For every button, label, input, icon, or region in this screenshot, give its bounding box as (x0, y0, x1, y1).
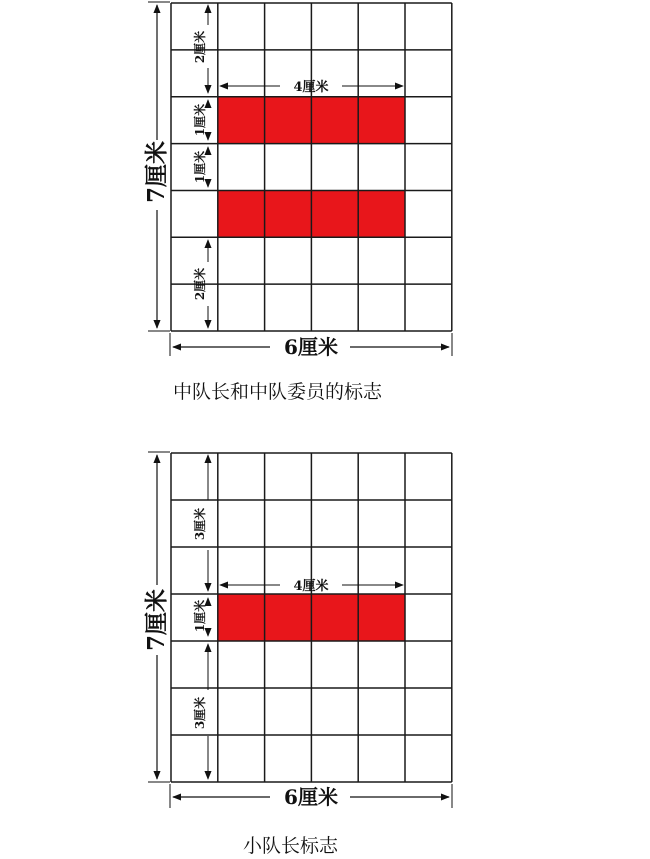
figure1-stripe-width-dimension (220, 79, 403, 95)
figure1-height-dimension (143, 2, 170, 331)
figure1-stripe-width-label: 4厘米 (293, 80, 329, 95)
figure1 (143, 2, 452, 359)
figure2-top-gap-label: 3厘米 (193, 507, 207, 541)
figure2-stripe-height-label: 1厘米 (193, 599, 207, 633)
figure2-width-dimension (170, 784, 452, 809)
figure2-bottom-gap-label: 3厘米 (193, 696, 207, 730)
figure1-width-dimension (170, 333, 452, 359)
figure2-height-label: 7厘米 (143, 588, 170, 652)
figure1-grid (171, 3, 452, 331)
figure1-bottom-gap-label: 2厘米 (193, 267, 207, 301)
figure1-top-gap-label: 2厘米 (193, 30, 207, 64)
figure2-width-label: 6厘米 (284, 785, 338, 809)
figure1-height-label: 7厘米 (143, 140, 170, 204)
figure1-stripe-height-label: 1厘米 (193, 103, 207, 137)
figure2-stripe-width-label: 4厘米 (293, 579, 329, 594)
figure1-width-label: 6厘米 (284, 335, 338, 359)
figure2 (143, 452, 452, 809)
figure2-height-dimension (143, 452, 170, 782)
figure2-grid (171, 453, 452, 782)
figure1-caption: 中队长和中队委员的标志 (173, 381, 383, 403)
figure2-stripe-width-dimension (220, 578, 403, 594)
figure2-caption: 小队长标志 (243, 835, 339, 857)
figure1-segment-dimensions (192, 5, 208, 328)
figure2-segment-dimensions (192, 455, 208, 779)
figure1-middle-gap-label: 1厘米 (193, 150, 207, 184)
